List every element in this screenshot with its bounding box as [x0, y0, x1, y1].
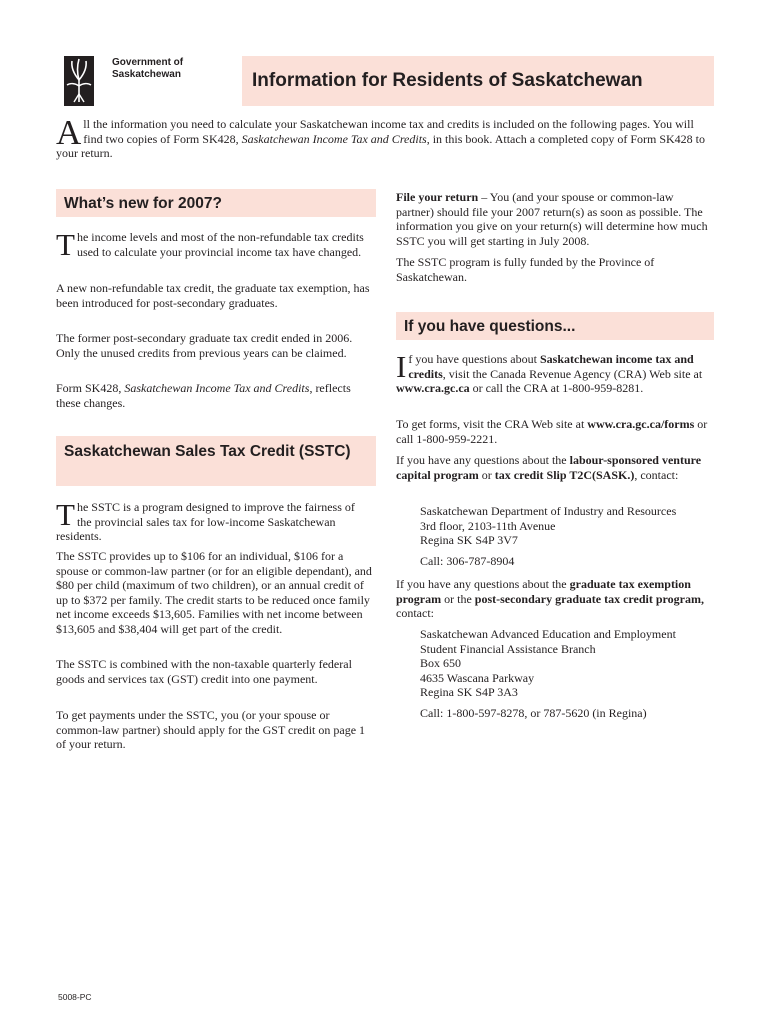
bold-text: post-secondary graduate tax credit program,	[474, 591, 704, 606]
paragraph-text: or call 1-800-959-2221.	[396, 417, 708, 446]
intro-text-a: ll the information you need to calculate your Saskatchewan income tax and credits is included on the following pages. You will find two copies of Form SK428,	[83, 117, 694, 146]
whats-new-paragraph-3: The former post-secondary graduate tax credit ended in 2006. Only the unused credits from previous years can be claimed.	[56, 331, 353, 360]
address-block-education	[396, 627, 720, 700]
sstc-funding-paragraph: The SSTC program is fully funded by the Province of Saskatchewan.	[396, 255, 655, 284]
cra-forms-link[interactable]: www.cra.gc.ca/forms	[587, 417, 695, 431]
questions-paragraph-4	[396, 577, 714, 621]
paragraph-text: , visit the Canada Revenue Agency (CRA) Web site at	[442, 366, 703, 381]
section-heading-text: If you have questions...	[404, 318, 576, 335]
drop-cap: T	[56, 227, 75, 262]
title-banner	[242, 56, 714, 106]
section-heading-whats-new	[56, 189, 376, 217]
paragraph-text: , contact:	[634, 467, 679, 482]
address-line: Student Financial Assistance Branch	[420, 641, 596, 656]
address-line: Regina SK S4P 3V7	[420, 533, 518, 547]
paragraph-text: or	[478, 467, 495, 482]
paragraph-text: or call the CRA at 1-800-959-8281.	[469, 381, 644, 395]
address-line: Saskatchewan Advanced Education and Employment	[420, 627, 676, 641]
section-heading-text: Saskatchewan Sales Tax Credit (SSTC)	[64, 443, 351, 460]
logo-line-2: Saskatchewan	[112, 69, 181, 80]
intro-form-title: Saskatchewan Income Tax and Credits	[241, 131, 427, 146]
cra-website-link[interactable]: www.cra.gc.ca	[396, 381, 470, 395]
intro-text-b: , in this book. Attach a completed copy of Form SK428 to your return.	[56, 131, 706, 160]
address-line: Box 650	[420, 656, 462, 670]
address-block-industry	[396, 504, 720, 548]
paragraph-text: , reflects these changes.	[56, 381, 351, 410]
bold-lead: File your return	[396, 190, 479, 204]
address-line: Regina SK S4P 3A3	[420, 685, 518, 699]
paragraph-text: he income levels and most of the non-refundable tax credits used to calculate your provincial income tax have changed.	[76, 230, 364, 259]
sstc-paragraph-4: To get payments under the SSTC, you (or your spouse or common-law partner) should apply for the GST credit on page 1 of your return.	[56, 708, 366, 751]
intro-paragraph	[56, 113, 716, 161]
bold-text: graduate tax exemption program	[396, 577, 691, 606]
questions-paragraph-3	[396, 453, 714, 482]
logo-wordmark	[112, 57, 183, 81]
questions-paragraph-1	[396, 349, 714, 396]
drop-cap: A	[56, 113, 82, 152]
phone-education: Call: 1-800-597-8278, or 787-5620 (in Regina)	[420, 706, 647, 720]
wheat-sheaf-icon	[64, 56, 94, 106]
paragraph-text: – You (and your spouse or common-law partner) should file your 2007 return(s) as soon as possible. The information you give on your return(s) will determine how much SSTC you will get starting in July 2008.	[396, 190, 708, 248]
section-heading-sstc	[56, 436, 376, 486]
paragraph-text: or the	[441, 591, 475, 606]
file-return-paragraph	[396, 190, 714, 248]
sstc-paragraph-1	[56, 497, 372, 544]
government-logo	[64, 56, 244, 106]
whats-new-paragraph-4	[56, 381, 372, 410]
paragraph-text: If you have any questions about the	[396, 577, 570, 591]
paragraph-text: contact:	[396, 606, 434, 620]
paragraph-text: To get forms, visit the CRA Web site at	[396, 417, 588, 431]
paragraph-text: he SSTC is a program designed to improve the fairness of the provincial sales tax for low-income Saskatchewan residents.	[56, 500, 355, 543]
address-line: 3rd floor, 2103-11th Avenue	[420, 518, 556, 533]
section-heading-text: What’s new for 2007?	[64, 195, 222, 212]
logo-line-1: Government of	[112, 57, 184, 68]
sstc-paragraph-3: The SSTC is combined with the non-taxable quarterly federal goods and services tax (GST) credit into one payment.	[56, 657, 352, 686]
bold-text: Saskatchewan income tax and credits	[408, 352, 694, 381]
paragraph-text: If you have any questions about the	[396, 453, 570, 467]
page-title: Information for Residents of Saskatchewan	[252, 70, 643, 91]
paragraph-text: Form SK428,	[56, 381, 125, 395]
address-line: 4635 Wascana Parkway	[420, 670, 535, 685]
bold-text: labour-sponsored venture capital program	[396, 453, 702, 482]
section-heading-questions	[396, 312, 714, 340]
bold-text: tax credit Slip T2C(SASK.)	[494, 467, 635, 482]
address-line: Saskatchewan Department of Industry and Resources	[420, 504, 677, 518]
phone-industry: Call: 306-787-8904	[420, 554, 515, 568]
sstc-paragraph-2: The SSTC provides up to $106 for an individual, $106 for a spouse or common-law partner (or for an eligible dependant), and $80 per child (maximum of two children), or an annual credit of up to $372 per family. The credit starts to be reduced once family net income exceeds $13,605. Families with net income between $13,605 and $38,404 will get part of the credit.	[56, 549, 372, 636]
whats-new-paragraph-1	[56, 227, 372, 262]
whats-new-paragraph-2: A new non-refundable tax credit, the graduate tax exemption, has been introduced for post-secondary graduates.	[56, 281, 370, 310]
form-title: Saskatchewan Income Tax and Credits	[124, 381, 310, 395]
form-code: 5008-PC	[58, 992, 92, 1002]
paragraph-text: f you have questions about	[408, 352, 540, 366]
questions-paragraph-2	[396, 417, 714, 446]
drop-cap: I	[396, 349, 407, 384]
drop-cap: T	[56, 497, 75, 532]
